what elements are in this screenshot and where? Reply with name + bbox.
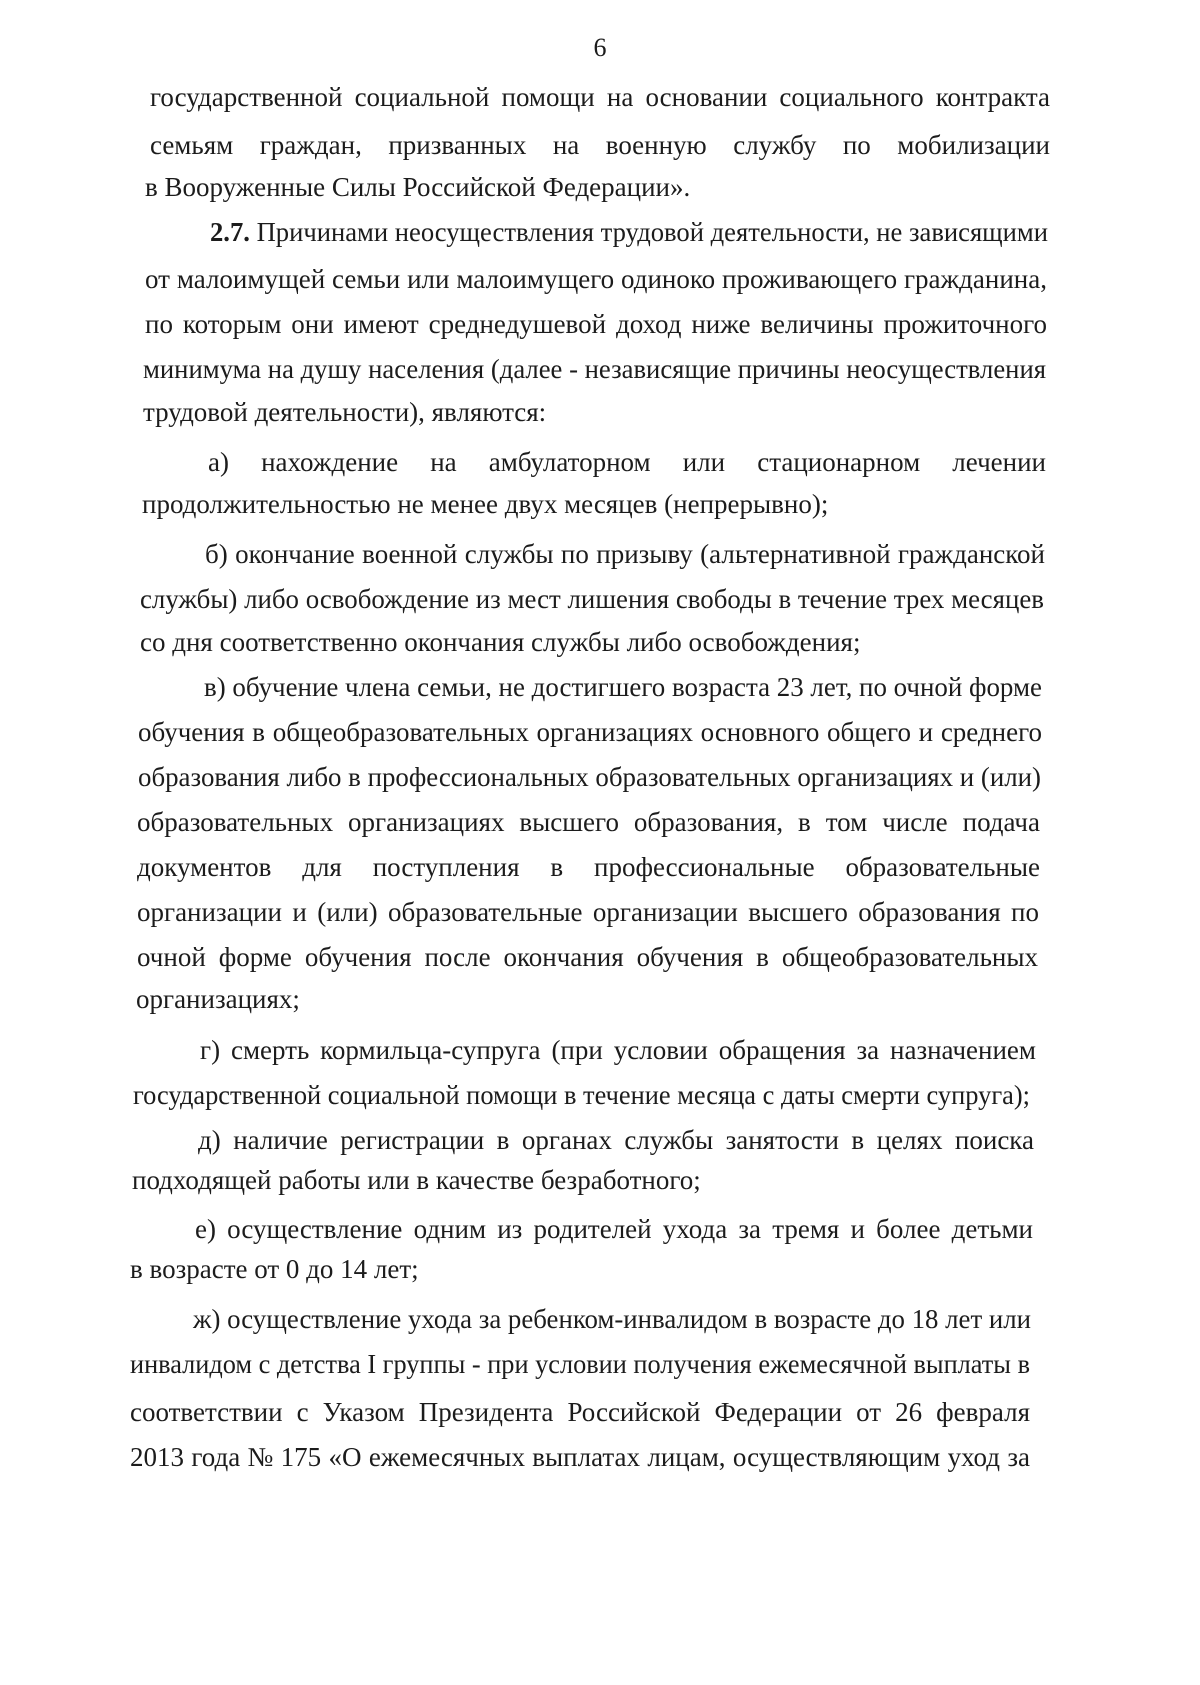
text-line <box>137 850 1040 884</box>
line-text: службы) либо освобождение из мест лишения свободы в течение трех месяцев <box>140 584 1044 614</box>
text-line <box>137 805 1040 839</box>
line-text: по которым они имеют среднедушевой доход ниже величины прожиточного <box>145 309 1047 339</box>
text-line <box>137 940 1038 974</box>
text-line <box>132 1163 701 1197</box>
text-line <box>205 537 1045 571</box>
line-text: со дня соответственно окончания службы либо освобождения; <box>140 627 861 657</box>
line-text: обучения в общеобразовательных организациях основного общего и среднего <box>138 717 1042 747</box>
text-line <box>133 1078 1030 1112</box>
text-line <box>142 487 828 521</box>
line-text: подходящей работы или в качестве безработного; <box>132 1165 701 1195</box>
line-text: соответствии с Указом Президента Российской Федерации от 26 февраля <box>130 1397 1030 1427</box>
text-line <box>145 262 1047 296</box>
line-text: ж) осуществление ухода за ребенком-инвалидом в возрасте до 18 лет или <box>193 1304 1031 1334</box>
text-line <box>150 80 1050 114</box>
line-text: инвалидом с детства I группы - при условии получения ежемесячной выплаты в <box>130 1349 1030 1379</box>
text-line <box>138 715 1042 749</box>
line-text: в возрасте от 0 до 14 лет; <box>130 1254 419 1284</box>
line-text: д) наличие регистрации в органах службы занятости в целях поиска <box>198 1125 1034 1155</box>
text-line <box>200 1033 1036 1067</box>
text-line <box>208 445 1046 479</box>
line-text: 2013 года № 175 «О ежемесячных выплатах лицам, осуществляющим уход за <box>130 1442 1030 1472</box>
line-text: г) смерть кормильца-супруга (при условии обращения за назначением <box>200 1035 1036 1065</box>
text-line <box>143 352 1046 386</box>
line-text: трудовой деятельности), являются: <box>143 397 547 427</box>
text-line <box>130 1252 419 1286</box>
text-line <box>145 307 1047 341</box>
text-line <box>140 582 1044 616</box>
text-line <box>143 395 546 429</box>
line-text: в Вооруженные Силы Российской Федерации». <box>145 172 691 202</box>
text-line <box>195 1212 1033 1246</box>
text-line <box>136 982 300 1016</box>
line-text: от малоимущей семьи или малоимущего одиноко проживающего гражданина, <box>145 264 1047 294</box>
text-line <box>210 215 1048 249</box>
line-text: организации и (или) образовательные организации высшего образования по <box>137 897 1039 927</box>
text-line <box>198 1123 1034 1157</box>
line-text: семьям граждан, призванных на военную службу по мобилизации <box>150 130 1050 160</box>
text-line <box>193 1302 1031 1336</box>
text-line <box>145 170 690 204</box>
text-line <box>130 1440 1030 1474</box>
page-number: 6 <box>593 33 607 62</box>
line-text: в) обучение члена семьи, не достигшего возраста 23 лет, по очной форме <box>204 672 1042 702</box>
line-text: образования либо в профессиональных образовательных организациях и (или) <box>138 762 1041 792</box>
text-line <box>140 625 860 659</box>
section-number: 2.7. <box>210 217 250 247</box>
line-text: б) окончание военной службы по призыву (альтернативной гражданской <box>205 539 1045 569</box>
line-text: организациях; <box>136 984 300 1014</box>
text-line <box>130 1347 1030 1381</box>
text-line <box>137 895 1039 929</box>
text-line <box>204 670 1042 704</box>
line-text: е) осуществление одним из родителей ухода за тремя и более детьми <box>195 1214 1033 1244</box>
line-text: документов для поступления в профессиональные образовательные <box>137 852 1040 882</box>
line-text: продолжительностью не менее двух месяцев (непрерывно); <box>142 489 829 519</box>
line-text: а) нахождение на амбулаторном или стационарном лечении <box>208 447 1046 477</box>
line-text: государственной социальной помощи в течение месяца с даты смерти супруга); <box>133 1080 1030 1110</box>
line-text: минимума на душу населения (далее - независящие причины неосуществления <box>143 354 1046 384</box>
line-text: Причинами неосуществления трудовой деятельности, не зависящими <box>249 217 1048 247</box>
text-line <box>138 760 1041 794</box>
text-line <box>130 1395 1030 1429</box>
text-line <box>150 128 1050 162</box>
line-text: государственной социальной помощи на основании социального контракта <box>150 82 1050 112</box>
line-text: очной форме обучения после окончания обучения в общеобразовательных <box>137 942 1038 972</box>
line-text: образовательных организациях высшего образования, в том числе подача <box>137 807 1040 837</box>
